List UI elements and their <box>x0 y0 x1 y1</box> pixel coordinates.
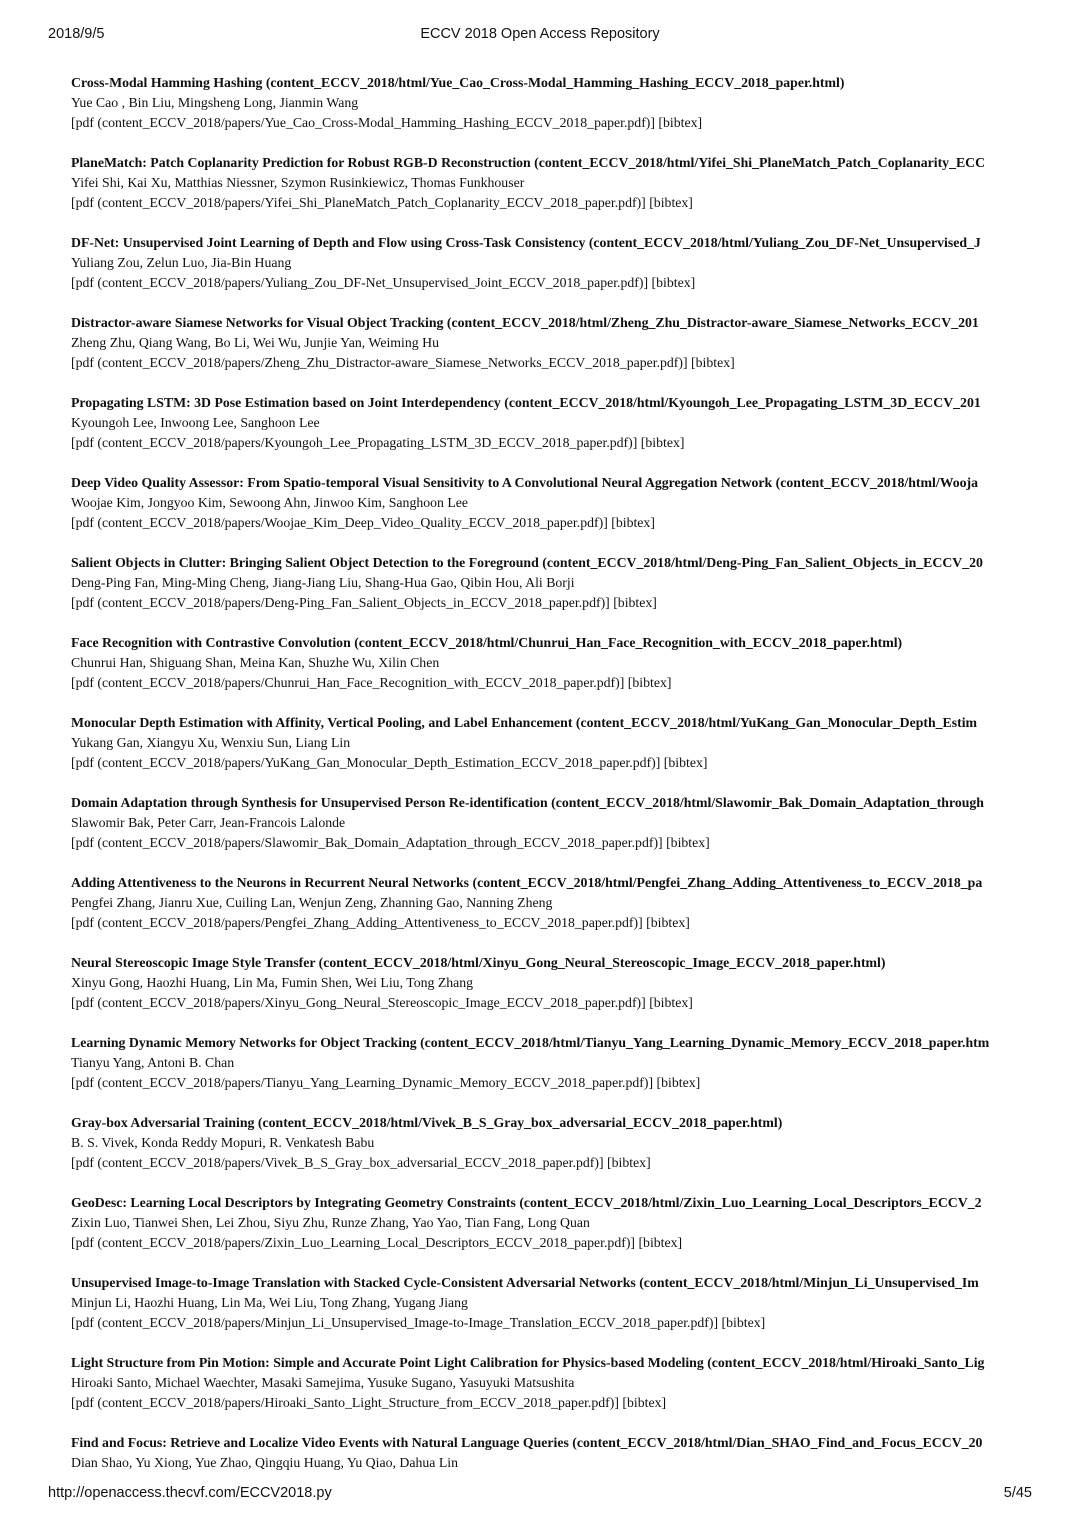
paper-title-link[interactable]: Light Structure from Pin Motion: Simple and Accurate Point Light Calibration for Physics-based Modeling (content_ECCV_2018/html/Hiroaki_Santo_Lig <box>71 1355 985 1370</box>
paper-title-link[interactable]: Neural Stereoscopic Image Style Transfer (content_ECCV_2018/html/Xinyu_Gong_Neural_Stereoscopic_Image_ECCV_2018_paper.html) <box>71 955 886 970</box>
paper-authors: Zixin Luo, Tianwei Shen, Lei Zhou, Siyu Zhu, Runze Zhang, Yao Yao, Tian Fang, Long Quan <box>71 1215 590 1230</box>
paper-entry <box>71 153 1032 233</box>
paper-authors: Yue Cao , Bin Liu, Mingsheng Long, Jianmin Wang <box>71 95 359 110</box>
paper-entry <box>71 1033 1032 1113</box>
paper-authors: Kyoungoh Lee, Inwoong Lee, Sanghoon Lee <box>71 415 320 430</box>
paper-pdf-bibtex-links[interactable]: [pdf (content_ECCV_2018/papers/Tianyu_Yang_Learning_Dynamic_Memory_ECCV_2018_paper.pdf)] [bibtex] <box>71 1075 701 1090</box>
paper-pdf-bibtex-links[interactable]: [pdf (content_ECCV_2018/papers/Yuliang_Zou_DF-Net_Unsupervised_Joint_ECCV_2018_paper.pdf)] [bibtex] <box>71 275 696 290</box>
paper-entry <box>71 233 1032 313</box>
paper-authors: Tianyu Yang, Antoni B. Chan <box>71 1055 235 1070</box>
paper-entry <box>71 1353 1032 1433</box>
paper-authors: Yifei Shi, Kai Xu, Matthias Niessner, Szymon Rusinkiewicz, Thomas Funkhouser <box>71 175 525 190</box>
paper-entry <box>71 73 1032 153</box>
paper-entry <box>71 953 1032 1033</box>
page-number: 5/45 <box>1003 1485 1032 1501</box>
paper-pdf-bibtex-links[interactable]: [pdf (content_ECCV_2018/papers/Slawomir_Bak_Domain_Adaptation_through_ECCV_2018_paper.pdf)] [bibtex] <box>71 835 710 850</box>
page-title: ECCV 2018 Open Access Repository <box>420 26 660 42</box>
paper-title-link[interactable]: DF-Net: Unsupervised Joint Learning of Depth and Flow using Cross-Task Consistency (content_ECCV_2018/html/Yuliang_Zou_DF-Net_Unsupervised_J <box>71 235 981 250</box>
paper-pdf-bibtex-links[interactable]: [pdf (content_ECCV_2018/papers/Kyoungoh_Lee_Propagating_LSTM_3D_ECCV_2018_paper.pdf)] [bibtex] <box>71 435 685 450</box>
paper-entry <box>71 873 1032 953</box>
paper-pdf-bibtex-links[interactable]: [pdf (content_ECCV_2018/papers/Woojae_Kim_Deep_Video_Quality_ECCV_2018_paper.pdf)] [bibtex] <box>71 515 655 530</box>
paper-entry <box>71 793 1032 873</box>
paper-authors: Deng-Ping Fan, Ming-Ming Cheng, Jiang-Jiang Liu, Shang-Hua Gao, Qibin Hou, Ali Borji <box>71 575 575 590</box>
paper-title-link[interactable]: GeoDesc: Learning Local Descriptors by Integrating Geometry Constraints (content_ECCV_2018/html/Zixin_Luo_Learning_Local_Descriptors_ECCV_2 <box>71 1195 982 1210</box>
paper-title-link[interactable]: Salient Objects in Clutter: Bringing Salient Object Detection to the Foreground (content_ECCV_2018/html/Deng-Ping_Fan_Salient_Objects_in_ECCV_20 <box>71 555 983 570</box>
paper-authors: Woojae Kim, Jongyoo Kim, Sewoong Ahn, Jinwoo Kim, Sanghoon Lee <box>71 495 469 510</box>
paper-title-link[interactable]: Adding Attentiveness to the Neurons in Recurrent Neural Networks (content_ECCV_2018/html/Pengfei_Zhang_Adding_Attentiveness_to_ECCV_2018_pa <box>71 875 983 890</box>
paper-title-link[interactable]: Distractor-aware Siamese Networks for Visual Object Tracking (content_ECCV_2018/html/Zheng_Zhu_Distractor-aware_Siamese_Networks_ECCV_201 <box>71 315 979 330</box>
paper-authors: Hiroaki Santo, Michael Waechter, Masaki Samejima, Yusuke Sugano, Yasuyuki Matsushita <box>71 1375 575 1390</box>
paper-title-link[interactable]: Gray-box Adversarial Training (content_ECCV_2018/html/Vivek_B_S_Gray_box_adversarial_ECCV_2018_paper.html) <box>71 1115 783 1130</box>
paper-title-link[interactable]: Learning Dynamic Memory Networks for Object Tracking (content_ECCV_2018/html/Tianyu_Yang_Learning_Dynamic_Memory_ECCV_2018_paper.htm <box>71 1035 990 1050</box>
paper-authors: Slawomir Bak, Peter Carr, Jean-Francois Lalonde <box>71 815 346 830</box>
paper-authors: Yukang Gan, Xiangyu Xu, Wenxiu Sun, Liang Lin <box>71 735 351 750</box>
paper-pdf-bibtex-links[interactable]: [pdf (content_ECCV_2018/papers/Xinyu_Gong_Neural_Stereoscopic_Image_ECCV_2018_paper.pdf)] [bibtex] <box>71 995 693 1010</box>
paper-title-link[interactable]: Cross-Modal Hamming Hashing (content_ECCV_2018/html/Yue_Cao_Cross-Modal_Hamming_Hashing_ECCV_2018_paper.html) <box>71 75 845 90</box>
paper-entry <box>71 713 1032 793</box>
paper-pdf-bibtex-links[interactable]: [pdf (content_ECCV_2018/papers/Chunrui_Han_Face_Recognition_with_ECCV_2018_paper.pdf)] [bibtex] <box>71 675 672 690</box>
paper-entry <box>71 313 1032 393</box>
paper-title-link[interactable]: Propagating LSTM: 3D Pose Estimation based on Joint Interdependency (content_ECCV_2018/html/Kyoungoh_Lee_Propagating_LSTM_3D_ECCV_201 <box>71 395 981 410</box>
paper-authors: Xinyu Gong, Haozhi Huang, Lin Ma, Fumin Shen, Wei Liu, Tong Zhang <box>71 975 474 990</box>
paper-authors: Yuliang Zou, Zelun Luo, Jia-Bin Huang <box>71 255 292 270</box>
paper-pdf-bibtex-links[interactable]: [pdf (content_ECCV_2018/papers/Pengfei_Zhang_Adding_Attentiveness_to_ECCV_2018_paper.pdf)] [bibtex] <box>71 915 690 930</box>
paper-authors: Chunrui Han, Shiguang Shan, Meina Kan, Shuzhe Wu, Xilin Chen <box>71 655 440 670</box>
paper-list <box>71 73 1032 1513</box>
page-url: http://openaccess.thecvf.com/ECCV2018.py <box>48 1485 332 1501</box>
paper-pdf-bibtex-links[interactable]: [pdf (content_ECCV_2018/papers/Yifei_Shi_PlaneMatch_Patch_Coplanarity_ECCV_2018_paper.pdf)] [bibtex] <box>71 195 693 210</box>
paper-authors: Pengfei Zhang, Jianru Xue, Cuiling Lan, Wenjun Zeng, Zhanning Gao, Nanning Zheng <box>71 895 553 910</box>
paper-title-link[interactable]: Deep Video Quality Assessor: From Spatio-temporal Visual Sensitivity to A Convolutional Neural Aggregation Network (content_ECCV_2018/html/Wooja <box>71 475 979 490</box>
paper-entry <box>71 553 1032 633</box>
paper-title-link[interactable]: PlaneMatch: Patch Coplanarity Prediction for Robust RGB-D Reconstruction (content_ECCV_2018/html/Yifei_Shi_PlaneMatch_Patch_Coplanarity_ECC <box>71 155 986 170</box>
paper-pdf-bibtex-links[interactable]: [pdf (content_ECCV_2018/papers/Hiroaki_Santo_Light_Structure_from_ECCV_2018_paper.pdf)] [bibtex] <box>71 1395 667 1410</box>
paper-entry <box>71 1273 1032 1353</box>
paper-pdf-bibtex-links[interactable]: [pdf (content_ECCV_2018/papers/Vivek_B_S_Gray_box_adversarial_ECCV_2018_paper.pdf)] [bibtex] <box>71 1155 651 1170</box>
print-date: 2018/9/5 <box>48 26 105 42</box>
paper-title-link[interactable]: Monocular Depth Estimation with Affinity, Vertical Pooling, and Label Enhancement (content_ECCV_2018/html/YuKang_Gan_Monocular_Depth_Estim <box>71 715 978 730</box>
paper-authors: Minjun Li, Haozhi Huang, Lin Ma, Wei Liu, Tong Zhang, Yugang Jiang <box>71 1295 468 1310</box>
paper-pdf-bibtex-links[interactable]: [pdf (content_ECCV_2018/papers/Zixin_Luo_Learning_Local_Descriptors_ECCV_2018_paper.pdf)] [bibtex] <box>71 1235 683 1250</box>
paper-pdf-bibtex-links[interactable]: [pdf (content_ECCV_2018/papers/Yue_Cao_Cross-Modal_Hamming_Hashing_ECCV_2018_paper.pdf)] [bibtex] <box>71 115 703 130</box>
paper-authors: B. S. Vivek, Konda Reddy Mopuri, R. Venkatesh Babu <box>71 1135 375 1150</box>
paper-title-link[interactable]: Face Recognition with Contrastive Convolution (content_ECCV_2018/html/Chunrui_Han_Face_Recognition_with_ECCV_2018_paper.html) <box>71 635 903 650</box>
paper-pdf-bibtex-links[interactable]: [pdf (content_ECCV_2018/papers/Zheng_Zhu_Distractor-aware_Siamese_Networks_ECCV_2018_paper.pdf)] [bibtex] <box>71 355 735 370</box>
paper-entry <box>71 393 1032 473</box>
paper-authors: Zheng Zhu, Qiang Wang, Bo Li, Wei Wu, Junjie Yan, Weiming Hu <box>71 335 439 350</box>
page-header <box>48 26 1032 46</box>
paper-pdf-bibtex-links[interactable]: [pdf (content_ECCV_2018/papers/Minjun_Li_Unsupervised_Image-to-Image_Translation_ECCV_2018_paper.pdf)] [bibtex] <box>71 1315 766 1330</box>
page-footer <box>48 1485 1032 1505</box>
paper-authors: Dian Shao, Yu Xiong, Yue Zhao, Qingqiu Huang, Yu Qiao, Dahua Lin <box>71 1455 459 1470</box>
paper-entry <box>71 473 1032 553</box>
paper-entry <box>71 1193 1032 1273</box>
paper-entry <box>71 633 1032 713</box>
paper-title-link[interactable]: Domain Adaptation through Synthesis for Unsupervised Person Re-identification (content_ECCV_2018/html/Slawomir_Bak_Domain_Adaptation_through <box>71 795 984 810</box>
paper-pdf-bibtex-links[interactable]: [pdf (content_ECCV_2018/papers/Deng-Ping_Fan_Salient_Objects_in_ECCV_2018_paper.pdf)] [bibtex] <box>71 595 657 610</box>
paper-title-link[interactable]: Unsupervised Image-to-Image Translation with Stacked Cycle-Consistent Adversarial Networks (content_ECCV_2018/html/Minjun_Li_Unsupervised_Im <box>71 1275 979 1290</box>
paper-title-link[interactable]: Find and Focus: Retrieve and Localize Video Events with Natural Language Queries (content_ECCV_2018/html/Dian_SHAO_Find_and_Focus_ECCV_20 <box>71 1435 983 1450</box>
paper-entry <box>71 1113 1032 1193</box>
paper-pdf-bibtex-links[interactable]: [pdf (content_ECCV_2018/papers/YuKang_Gan_Monocular_Depth_Estimation_ECCV_2018_paper.pdf)] [bibtex] <box>71 755 708 770</box>
